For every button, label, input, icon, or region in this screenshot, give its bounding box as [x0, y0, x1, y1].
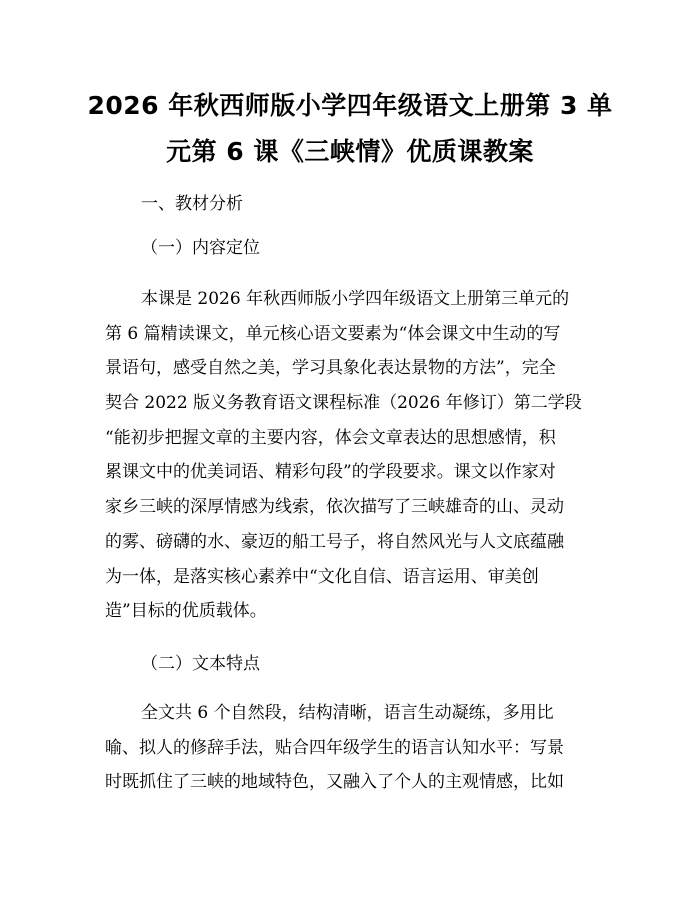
paragraph-line: 累课文中的优美词语、精彩句段”的学段要求。课文以作家对 — [105, 462, 556, 483]
section-heading-textbook-analysis: 一、教材分析 — [141, 194, 243, 214]
paragraph-line: 时既抓住了三峡的地域特色，又融入了个人的主观情感，比如 — [105, 772, 564, 793]
paragraph-line: 本课是 2026 年秋西师版小学四年级语文上册第三单元的 — [141, 289, 570, 309]
paragraph-line: 第 6 篇精读课文，单元核心语文要素为“体会课文中生动的写 — [105, 323, 561, 344]
paragraph-line: 的雾、磅礴的水、豪迈的船工号子，将自然风光与人文底蕴融 — [105, 531, 564, 552]
subsection-heading-content-positioning: （一）内容定位 — [141, 238, 260, 258]
paragraph-line: 为一体，是落实核心素养中“文化自信、语言运用、审美创 — [105, 566, 539, 587]
paragraph-line: 家乡三峡的深厚情感为线索，依次描写了三峡雄奇的山、灵动 — [105, 497, 564, 518]
paragraph-line: “能初步把握文章的主要内容，体会文章表达的思想感情，积 — [105, 427, 556, 448]
document-title-line-2: 元第 6 课《三峡情》优质课教案 — [166, 137, 534, 166]
paragraph-line: 喻、拟人的修辞手法，贴合四年级学生的语言认知水平：写景 — [105, 737, 564, 758]
paragraph-line: 全文共 6 个自然段，结构清晰，语言生动凝练，多用比 — [141, 703, 554, 723]
document-title-line-1: 2026 年秋西师版小学四年级语文上册第 3 单 — [87, 91, 613, 120]
paragraph-text-features — [105, 696, 600, 800]
subsection-heading-text-features: （二）文本特点 — [141, 654, 260, 674]
paragraph-line: 契合 2022 版义务教育语文课程标准（2026 年修订）第二学段 — [105, 393, 582, 414]
paragraph-line: 造”目标的优质载体。 — [105, 601, 267, 622]
paragraph-line: 景语句，感受自然之美，学习具象化表达景物的方法”，完全 — [105, 358, 556, 379]
paragraph-content-positioning — [105, 282, 600, 629]
